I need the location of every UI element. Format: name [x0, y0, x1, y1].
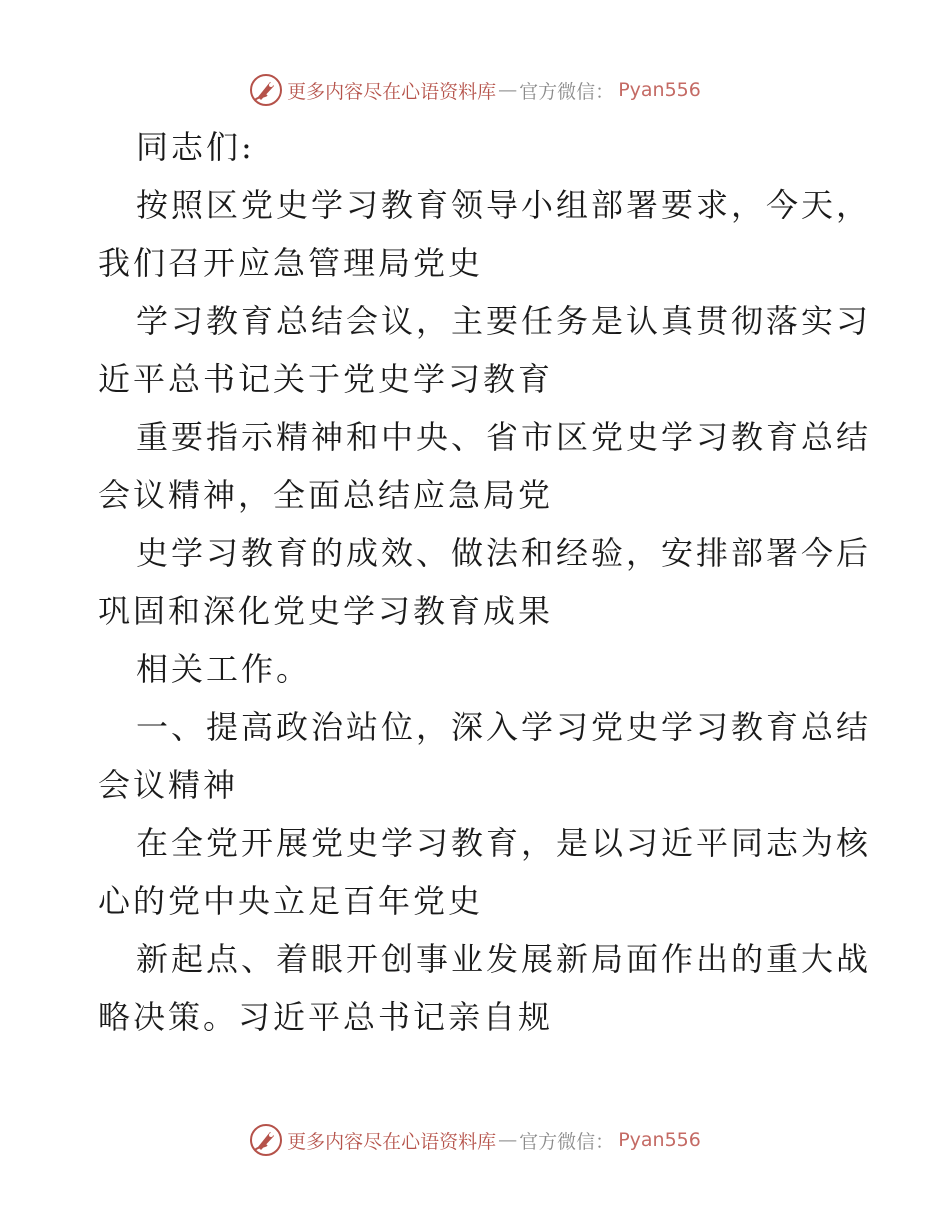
pen-nib-circle-icon	[249, 1123, 283, 1157]
watermark-colon: ：	[595, 80, 615, 103]
watermark-account: Pyan556	[618, 1129, 701, 1151]
watermark-official-label: 官方微信	[519, 1130, 596, 1153]
watermark-colon: ：	[595, 1130, 615, 1153]
paragraph-line: 心的党中央立足百年党史	[98, 882, 484, 920]
paragraph-line: 按照区党史学习教育领导小组部署要求，今天，	[136, 186, 872, 224]
paragraph-line: 相关工作。	[136, 650, 312, 688]
pen-nib-circle-icon	[249, 73, 283, 107]
paragraph-line: 学习教育总结会议，主要任务是认真贯彻落实习	[136, 302, 872, 340]
paragraph-line: 近平总书记关于党史学习教育	[98, 360, 554, 398]
watermark-site-text: 更多内容尽在心语资料库	[287, 1130, 497, 1153]
paragraph-line: 略决策。习近平总书记亲自规	[98, 998, 554, 1036]
section-heading-line: 会议精神	[98, 766, 239, 804]
watermark-header	[0, 70, 950, 110]
paragraph-line: 史学习教育的成效、做法和经验，安排部署今后	[136, 534, 872, 572]
paragraph-line: 会议精神，全面总结应急局党	[98, 476, 554, 514]
watermark-official-label: 官方微信	[519, 80, 596, 103]
document-body	[98, 118, 872, 1046]
paragraph-line: 在全党开展党史学习教育，是以习近平同志为核	[136, 824, 872, 862]
paragraph-line: 同志们:	[136, 128, 255, 166]
paragraph-line: 巩固和深化党史学习教育成果	[98, 592, 554, 630]
section-heading-line: 一、提高政治站位，深入学习党史学习教育总结	[136, 708, 872, 746]
watermark-site-text: 更多内容尽在心语资料库	[287, 80, 497, 103]
paragraph-line: 新起点、着眼开创事业发展新局面作出的重大战	[136, 940, 872, 978]
watermark-separator: —	[498, 1129, 518, 1151]
paragraph-line: 重要指示精神和中央、省市区党史学习教育总结	[136, 418, 872, 456]
watermark-account: Pyan556	[618, 79, 701, 101]
watermark-separator: —	[498, 79, 518, 101]
watermark-footer	[0, 1120, 950, 1160]
paragraph-line: 我们召开应急管理局党史	[98, 244, 484, 282]
